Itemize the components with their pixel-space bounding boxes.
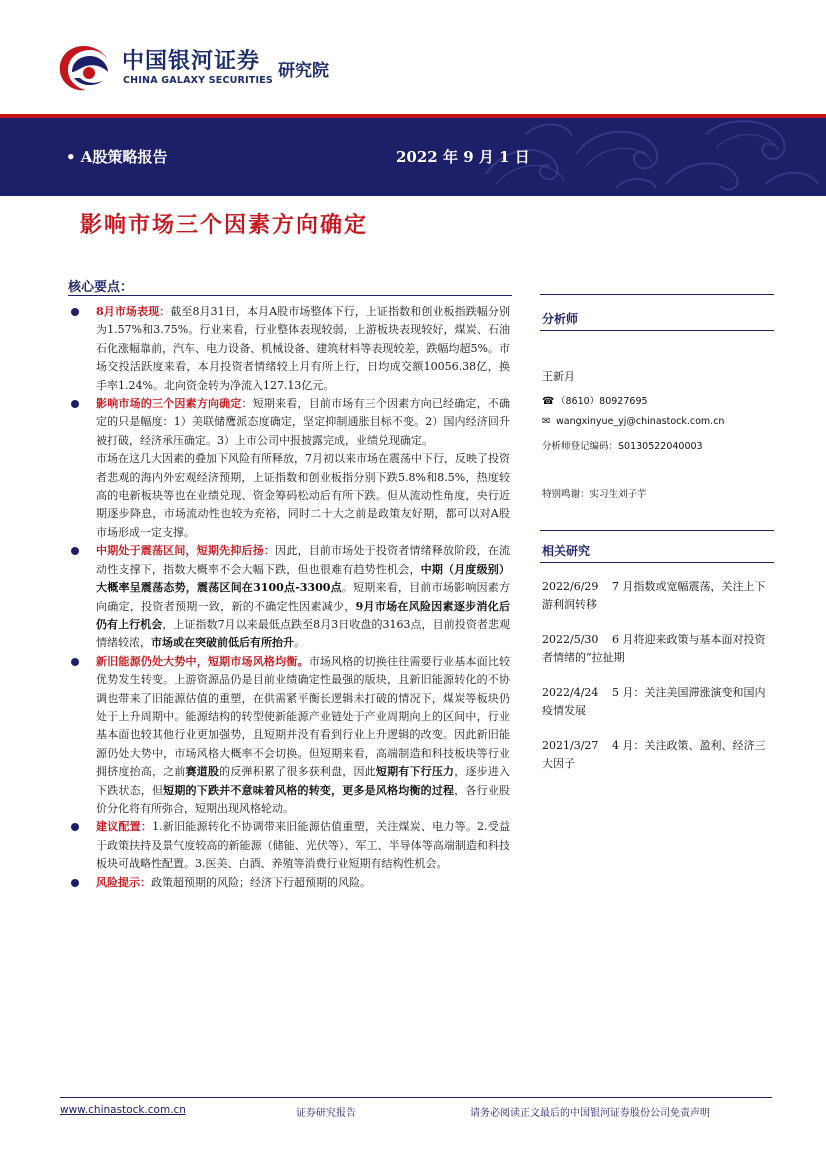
related-item-title[interactable]: 4 月：关注政策、盈利、经济三大因子 xyxy=(542,739,766,771)
related-item-date: 2021/3/27 xyxy=(542,739,599,752)
bullet-dot-icon xyxy=(71,879,79,887)
related-item-date: 2022/4/24 xyxy=(542,686,599,699)
bullet-dot-icon xyxy=(71,823,79,831)
core-point-body: ，各行业股价分化将有所弥合，短期出现风格轮动。 xyxy=(96,783,511,815)
bullet-dot-icon xyxy=(71,658,79,666)
core-point-lead: 8月市场表现： xyxy=(96,305,171,318)
report-type-label: • A股策略报告 xyxy=(66,148,168,166)
core-point-text xyxy=(96,395,510,450)
core-point-extra: 市场在这几大因素的叠加下风险有所释放，7月初以来市场在震荡中下行，反映了投资者悲观的海内外宏观经济预期，上证指数和创业板指分别下跌5.8%和8.5%，热度较高的电新板块等也在业绩兑现、资金筹码松动后有所下跌。但从流动性角度，央行近期逐步降息，市场流动性也较为充裕，同时二十大之前是政策友好期，都可以对A股市场形成一定支撑。 xyxy=(96,452,510,539)
related-item-title[interactable]: 5 月：关注美国滞涨演变和国内疫情发展 xyxy=(542,686,766,718)
related-item-title[interactable]: 7 月指数或宽幅震荡，关注上下游利润转移 xyxy=(542,580,766,612)
brand-name-en: CHINA GALAXY SECURITIES xyxy=(123,75,273,86)
core-point-emphasis: 短期有下行压力 xyxy=(375,765,455,779)
core-point-body: 截至8月31日，本月A股市场整体下行，上证指数和创业板指跌幅分别为1.57%和3.75%。行业来看，行业整体表现较弱，上游板块表现较好，煤炭、石油石化涨幅靠前，汽车、电力设备、机械设备、建筑材料等表现较差，跌幅均超5%。市场交投活跃度来看，本月投资者情绪较上月有所上行，日均成交额10056.38亿，换手率1.24%。北向资金转为净流入127.13亿元。 xyxy=(96,305,511,392)
phone-icon: ☎ xyxy=(542,396,555,407)
core-point-emphasis: 市场或在突破前低后有所抬升 xyxy=(151,636,294,650)
analyst-email[interactable] xyxy=(542,416,724,427)
core-point-emphasis: 9月市场在风险因素逐步消化后仍有上行机会 xyxy=(96,599,510,631)
core-point-emphasis: 短期的下跌并不意味着风格的转变，更多是风格均衡的过程 xyxy=(163,783,455,797)
core-point xyxy=(70,395,510,542)
core-point-body: 市场风格的切换往往需要行业基本面比较优势发生转变。上游资源品仍是目前业绩确定性最强的版块，且新旧能源转化的不协调也带来了旧能源估值的重塑，在供需紧平衡长逻辑未打破的情况下，煤炭等板块仍处于上升周期中。能源结构的转型使新能源产业链处于产业周期向上的区间中，行业基本面也较其他行业更加强势，且短期并没有看到行业上升逻辑的改变。因此新旧能源仍处大势中，市场风格大概率不会切换。但短期来看，高端制造和科技板块等行业拥挤度抬高，之前 xyxy=(96,654,511,779)
core-point-body: 。 xyxy=(294,636,305,650)
brand-institute: 研究院 xyxy=(278,61,329,81)
related-item-date: 2022/5/30 xyxy=(542,633,599,646)
envelope-icon: ✉ xyxy=(542,416,551,427)
analyst-email-value[interactable]: wangxinyue_yj@chinastock.com.cn xyxy=(556,416,725,427)
core-point-emphasis: 赛道股 xyxy=(185,765,220,779)
core-point xyxy=(70,303,510,395)
footer-divider xyxy=(60,1097,772,1098)
core-point-body: ：短期来看，目前市场有三个因素方向已经确定，不确定的只是幅度：1）美联储鹰派态度确定，坚定抑制通胀目标不变。2）国内经济回升被打破，经济承压确定。3）上市公司中报披露完成，业绩兑现确定。 xyxy=(96,397,511,447)
related-heading: 相关研究 xyxy=(542,544,591,558)
analyst-top-divider xyxy=(540,294,774,295)
special-thanks: 特别鸣谢：实习生刘子芋 xyxy=(542,489,647,500)
related-item[interactable] xyxy=(542,684,770,721)
bullet-dot-icon xyxy=(71,547,79,555)
related-divider xyxy=(540,562,774,563)
related-item[interactable] xyxy=(542,631,770,668)
core-point-text xyxy=(96,542,510,652)
bullet-dot-icon xyxy=(71,308,79,316)
related-item-title[interactable]: 6 月将迎来政策与基本面对投资者情绪的“拉扯期 xyxy=(542,633,766,665)
core-point-body: 政策超预期的风险；经济下行超预期的风险。 xyxy=(151,875,371,889)
bullet-dot-icon xyxy=(71,400,79,408)
analyst-divider xyxy=(540,330,774,331)
core-point xyxy=(70,542,510,652)
footer-website-link[interactable]: www.chinastock.com.cn xyxy=(60,1104,186,1116)
core-point-lead: 建议配置： xyxy=(96,820,153,834)
core-point-body: 的反弹积累了很多获利盘，因此 xyxy=(219,765,376,779)
core-point-text xyxy=(96,653,510,819)
core-point xyxy=(70,818,510,873)
core-points-divider xyxy=(68,295,512,296)
core-point-body: 因此，目前市场处于投资者情绪释放阶段，在流动性支撑下，指数大概率不会大幅下跌，但也很难有趋势性机会， xyxy=(96,544,511,576)
core-point-lead: 新旧能源仍处大势中，短期市场风格均衡。 xyxy=(96,654,309,668)
analyst-name: 王新月 xyxy=(542,370,575,383)
core-point-text xyxy=(96,818,510,873)
core-points-list xyxy=(70,303,510,892)
report-date: 2022 年 9 月 1 日 xyxy=(396,148,530,166)
analyst-phone xyxy=(542,393,648,407)
core-point-body: ，逐步进入下跌状态，但 xyxy=(96,765,511,797)
galaxy-logo-icon xyxy=(56,42,112,94)
core-point-body: 。短期来看，目前市场影响因素方向确定，投资者预期一致，新的不确定性因素减少， xyxy=(96,581,511,613)
related-top-divider xyxy=(540,530,774,531)
core-point-body: ，上证指数7月以来最低点跌至8月3日收盘的3163点，目前投资者悲观情绪较浓， xyxy=(96,617,510,650)
core-point-lead: 影响市场的三个因素方向确定 xyxy=(96,397,242,411)
related-item[interactable] xyxy=(542,737,770,774)
related-item-date: 2022/6/29 xyxy=(542,580,599,593)
analyst-heading: 分析师 xyxy=(542,312,579,326)
core-point-body: 1.新旧能源转化不协调带来旧能源估值重塑，关注煤炭、电力等。2.受益于政策扶持及景气度较高的新能源（储能、光伏等）、军工、半导体等高端制造和科技板块可战略性配置。3.医美、白酒、养殖等消费行业短期有结构性机会。 xyxy=(96,820,511,871)
core-point-lead: 风险提示： xyxy=(96,875,151,889)
report-title: 影响市场三个因素方向确定 xyxy=(80,212,369,238)
footer-report-label: 证券研究报告 xyxy=(296,1108,356,1119)
core-point-text xyxy=(96,874,510,892)
analyst-phone-value: （8610）80927695 xyxy=(556,396,648,407)
core-points-heading: 核心要点： xyxy=(68,280,134,295)
core-point xyxy=(70,653,510,819)
footer-disclaimer: 请务必阅读正文最后的中国银河证券股份公司免责声明 xyxy=(470,1108,710,1119)
core-point xyxy=(70,874,510,892)
brand-name-cn: 中国银河证券 xyxy=(122,49,261,74)
core-point-lead: 中期处于震荡区间，短期先抑后扬： xyxy=(96,544,276,558)
core-point-text xyxy=(96,303,510,395)
related-item[interactable] xyxy=(542,578,770,615)
core-point-emphasis: 中期（月度级别）大概率呈震荡态势，震荡区间在3100点-3300点 xyxy=(96,562,511,595)
analyst-cert: 分析师登记编码：S0130522040003 xyxy=(542,441,703,452)
